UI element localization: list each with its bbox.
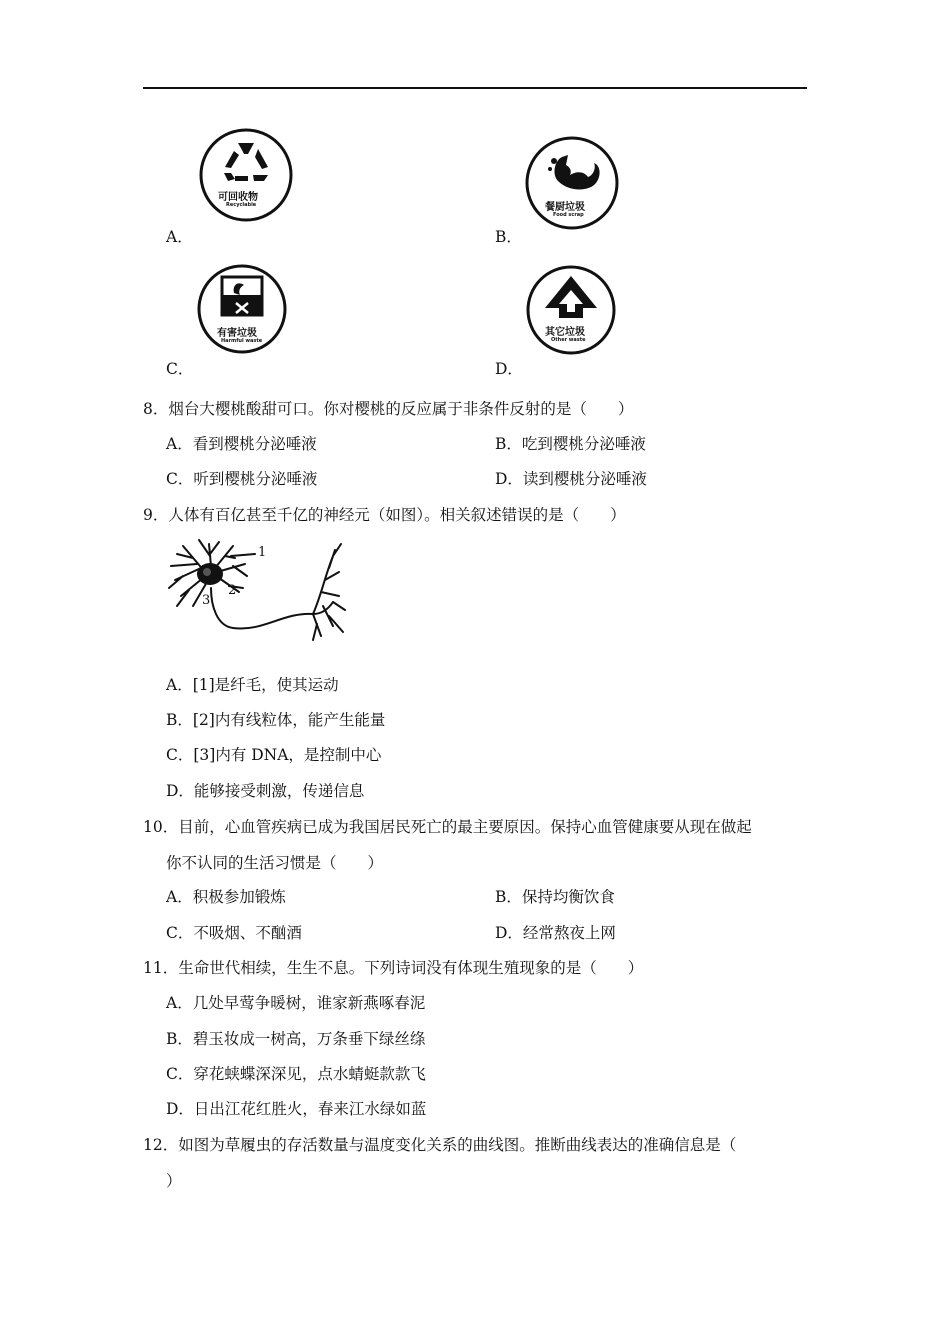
header-rule	[143, 87, 807, 89]
q9-option-c: C．[3]内有 DNA，是控制中心	[166, 746, 382, 764]
q9-stem: 9．人体有百亿甚至千亿的神经元（如图）。相关叙述错误的是（ ）	[143, 506, 626, 524]
q8-stem: 8．烟台大樱桃酸甜可口。你对樱桃的反应属于非条件反射的是（ ）	[143, 400, 634, 418]
other-waste-cn: 其它垃圾	[545, 327, 585, 338]
recyclable-icon	[198, 127, 294, 223]
q7-option-a-label: A．	[166, 228, 193, 246]
q11-option-b: B．碧玉妆成一树高，万条垂下绿丝绦	[166, 1030, 426, 1048]
q8-option-b: B．吃到樱桃分泌唾液	[495, 435, 646, 453]
neuron-label-3: 3	[202, 593, 211, 608]
q11-option-a: A．几处早莺争暖树，谁家新燕啄春泥	[166, 994, 426, 1012]
harmful-waste-cn: 有害垃圾	[217, 328, 257, 339]
q10-option-c: C．不吸烟、不酗酒	[166, 924, 302, 942]
q11-option-c: C．穿花蛱蝶深深见，点水蜻蜓款款飞	[166, 1065, 426, 1083]
other-waste-en: Other waste	[551, 337, 586, 343]
q7-option-d-label: D．	[495, 360, 523, 378]
q8-option-c: C．听到樱桃分泌唾液	[166, 470, 318, 488]
q9-option-d: D．能够接受刺激，传递信息	[166, 782, 365, 800]
q12-stem-line1: 12．如图为草履虫的存活数量与温度变化关系的曲线图。推断曲线表达的准确信息是（	[143, 1136, 737, 1154]
q10-stem-line2: 你不认同的生活习惯是（ ）	[166, 854, 384, 872]
recyclable-cn: 可回收物	[218, 192, 258, 203]
q7-option-b-label: B．	[495, 228, 522, 246]
q12-stem-line2: ）	[166, 1172, 182, 1190]
q10-stem-line1: 10．目前，心血管疾病已成为我国居民死亡的最主要原因。保持心血管健康要从现在做起	[143, 818, 752, 836]
q11-stem: 11．生命世代相续，生生不息。下列诗词没有体现生殖现象的是（ ）	[143, 959, 644, 977]
q10-option-b: B．保持均衡饮食	[495, 888, 615, 906]
q10-option-d: D．经常熬夜上网	[495, 924, 616, 942]
harmful-waste-en: Harmful waste	[221, 338, 263, 344]
neuron-label-1: 1	[258, 545, 267, 560]
q9-option-a: A．[1]是纤毛，使其运动	[166, 676, 339, 694]
q7-option-c-label: C．	[166, 360, 194, 378]
recyclable-en: Recyclable	[226, 202, 257, 208]
q9-option-b: B．[2]内有线粒体，能产生能量	[166, 711, 386, 729]
q8-option-d: D．读到樱桃分泌唾液	[495, 470, 647, 488]
q10-option-a: A．积极参加锻炼	[166, 888, 286, 906]
q11-option-d: D．日出江花红胜火，春来江水绿如蓝	[166, 1100, 427, 1118]
food-scrap-cn: 餐厨垃圾	[545, 202, 585, 213]
neuron-label-2: 2	[228, 583, 237, 598]
food-scrap-en: Food scrap	[553, 212, 584, 218]
q8-option-a: A．看到樱桃分泌唾液	[166, 435, 317, 453]
